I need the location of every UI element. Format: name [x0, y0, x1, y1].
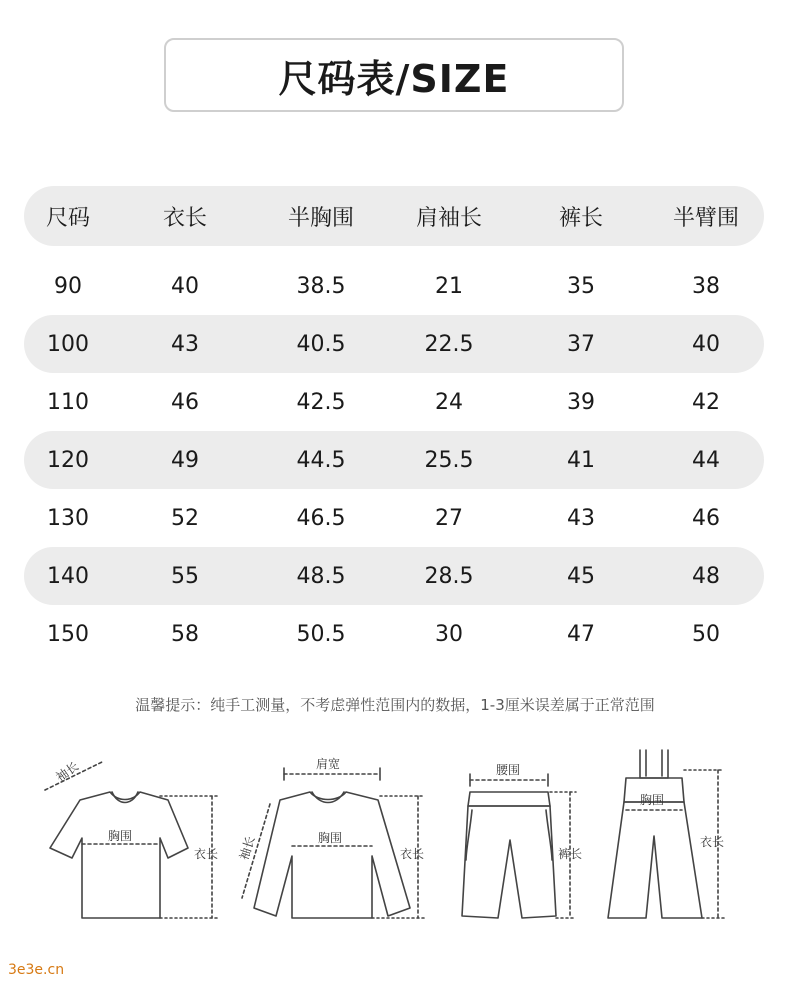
cell-pants-length: 41	[567, 447, 595, 473]
label-sweater-length: 衣长	[400, 847, 425, 861]
cell-length: 46	[171, 389, 199, 415]
cell-length: 58	[171, 621, 199, 647]
cell-size: 130	[47, 505, 89, 531]
table-row	[24, 315, 764, 373]
label-tshirt-chest: 胸围	[108, 829, 133, 843]
cell-pants-length: 43	[567, 505, 595, 531]
cell-size: 150	[47, 621, 89, 647]
cell-half-arm: 42	[692, 389, 720, 415]
cell-pants-length: 35	[567, 273, 595, 299]
label-sweater-chest: 胸围	[318, 831, 343, 845]
cell-pants-length: 45	[567, 563, 595, 589]
cell-shoulder-sleeve: 25.5	[424, 447, 474, 473]
header-pants-length: 裤长	[558, 205, 603, 231]
cell-half-chest: 38.5	[296, 273, 346, 299]
cell-half-chest: 40.5	[296, 331, 346, 357]
label-overalls-chest: 胸围	[640, 793, 665, 807]
cell-half-arm: 50	[692, 621, 720, 647]
cell-half-chest: 42.5	[296, 389, 346, 415]
cell-shoulder-sleeve: 28.5	[424, 563, 474, 589]
shorts-diagram	[462, 774, 576, 918]
cell-shoulder-sleeve: 22.5	[424, 331, 474, 357]
label-sweater-sleeve: 袖长	[236, 834, 258, 862]
overalls-diagram	[608, 750, 724, 918]
cell-length: 49	[171, 447, 199, 473]
cell-size: 90	[54, 273, 82, 299]
cell-length: 52	[171, 505, 199, 531]
header-shoulder-sleeve: 肩袖长	[415, 205, 482, 231]
cell-half-arm: 48	[692, 563, 720, 589]
cell-length: 40	[171, 273, 199, 299]
cell-size: 100	[47, 331, 89, 357]
cell-length: 43	[171, 331, 199, 357]
cell-half-chest: 48.5	[296, 563, 346, 589]
label-shorts-length: 裤长	[558, 847, 583, 861]
table-header	[24, 186, 764, 246]
table-row	[24, 257, 764, 315]
cell-pants-length: 47	[567, 621, 595, 647]
cell-pants-length: 37	[567, 331, 595, 357]
cell-shoulder-sleeve: 30	[435, 621, 463, 647]
table-row	[24, 489, 764, 547]
table-row	[24, 547, 764, 605]
cell-half-arm: 44	[692, 447, 720, 473]
cell-half-arm: 46	[692, 505, 720, 531]
table-row	[24, 431, 764, 489]
header-half-arm: 半臂围	[672, 205, 739, 231]
label-overalls-length: 衣长	[700, 835, 725, 849]
cell-half-chest: 50.5	[296, 621, 346, 647]
header-size: 尺码	[45, 205, 90, 231]
cell-pants-length: 39	[567, 389, 595, 415]
cell-shoulder-sleeve: 27	[435, 505, 463, 531]
label-tshirt-sleeve: 袖长	[53, 759, 82, 785]
cell-shoulder-sleeve: 24	[435, 389, 463, 415]
cell-size: 140	[47, 563, 89, 589]
header-half-chest: 半胸围	[287, 205, 354, 231]
cell-half-arm: 38	[692, 273, 720, 299]
page-title: 尺码表/SIZE	[278, 56, 510, 101]
cell-half-chest: 44.5	[296, 447, 346, 473]
watermark: 3e3e.cn	[8, 962, 65, 978]
table-row	[24, 373, 764, 431]
cell-half-chest: 46.5	[296, 505, 346, 531]
label-tshirt-length: 衣长	[194, 847, 219, 861]
measurement-diagrams	[0, 740, 790, 930]
label-sweater-shoulder: 肩宽	[316, 757, 341, 771]
size-table	[24, 186, 764, 663]
header-length: 衣长	[162, 205, 207, 231]
cell-size: 120	[47, 447, 89, 473]
cell-shoulder-sleeve: 21	[435, 273, 463, 299]
measurement-note: 温馨提示：纯手工测量，不考虑弹性范围内的数据，1-3厘米误差属于正常范围	[135, 696, 655, 714]
table-row	[24, 605, 764, 663]
label-shorts-waist: 腰围	[496, 763, 521, 777]
cell-half-arm: 40	[692, 331, 720, 357]
cell-length: 55	[171, 563, 199, 589]
title-box	[164, 38, 624, 112]
cell-size: 110	[47, 389, 89, 415]
